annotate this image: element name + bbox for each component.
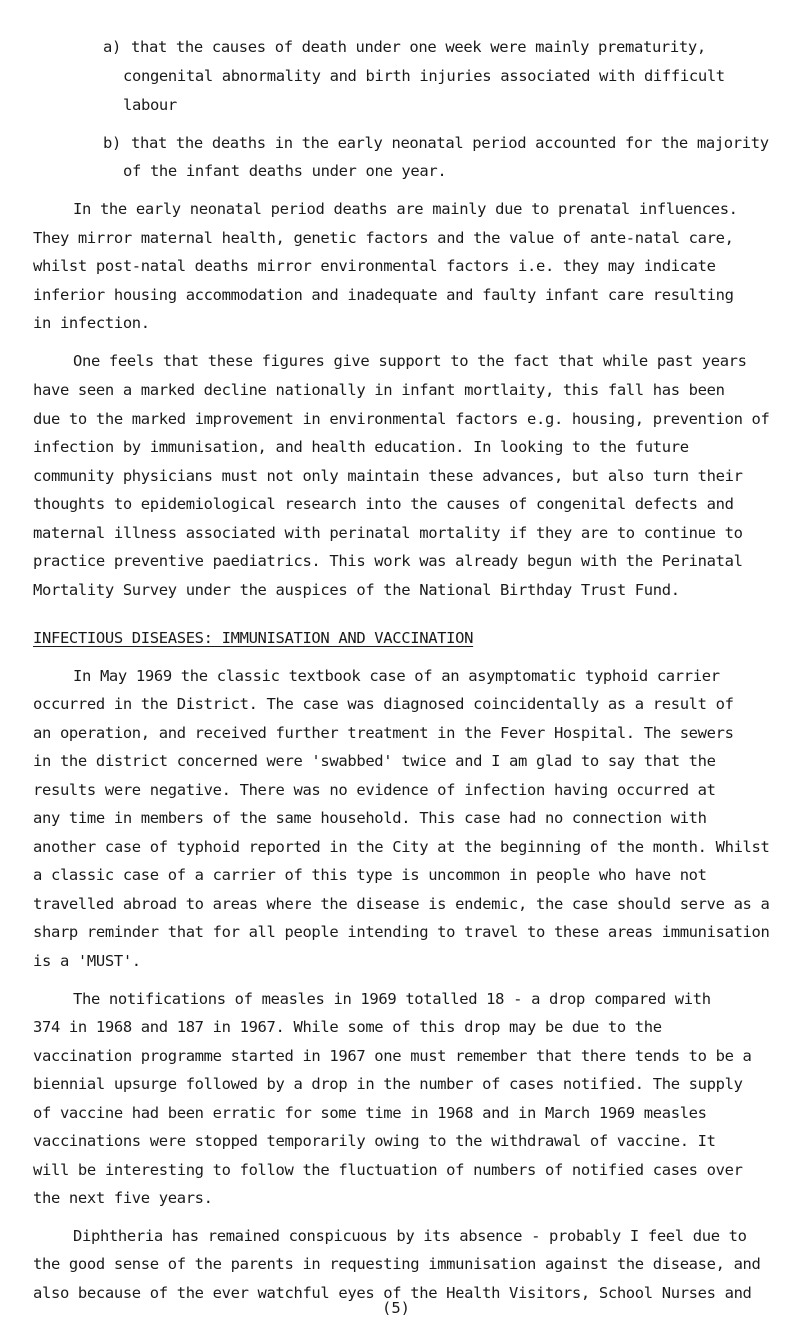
list-marker-b: b) — [103, 134, 121, 152]
list-item-a-line: that the causes of death under one week were mainly prematurity, — [131, 38, 706, 56]
paragraph-2-line: infection by immunisation, and health education. In looking to the future — [33, 438, 689, 456]
paragraph-5-line: the good sense of the parents in requesting immunisation against the disease, and — [33, 1255, 761, 1273]
paragraph-3-line: In May 1969 the classic textbook case of an asymptomatic typhoid carrier — [73, 667, 720, 685]
paragraph-4-line: will be interesting to follow the fluctuation of numbers of notified cases over — [33, 1161, 743, 1179]
list-marker-a: a) — [103, 38, 121, 56]
paragraph-2-line: maternal illness associated with perinatal mortality if they are to continue to — [33, 524, 743, 542]
paragraph-2-line: community physicians must not only maintain these advances, but also turn their — [33, 467, 743, 485]
paragraph-1-line: inferior housing accommodation and inadequate and faulty infant care resulting — [33, 286, 734, 304]
paragraph-2-line: due to the marked improvement in environmental factors e.g. housing, prevention of — [33, 410, 770, 428]
paragraph-2-line: have seen a marked decline nationally in infant mortlaity, this fall has been — [33, 381, 725, 399]
list-item-b-line: that the deaths in the early neonatal period accounted for the majority — [131, 134, 769, 152]
paragraph-2-line: practice preventive paediatrics. This work was already begun with the Perinatal — [33, 552, 743, 570]
paragraph-3-line: results were negative. There was no evidence of infection having occurred at — [33, 781, 716, 799]
paragraph-5-line: Diphtheria has remained conspicuous by its absence - probably I feel due to — [73, 1227, 747, 1245]
paragraph-1-line: whilst post-natal deaths mirror environmental factors i.e. they may indicate — [33, 257, 716, 275]
paragraph-1-line: They mirror maternal health, genetic factors and the value of ante-natal care, — [33, 229, 734, 247]
paragraph-3-line: in the district concerned were 'swabbed' twice and I am glad to say that the — [33, 752, 716, 770]
paragraph-3-line: occurred in the District. The case was diagnosed coincidentally as a result of — [33, 695, 734, 713]
paragraph-3-line: another case of typhoid reported in the City at the beginning of the month. Whilst — [33, 838, 770, 856]
list-item-a-line: congenital abnormality and birth injuries associated with difficult — [123, 67, 725, 85]
paragraph-3-line: a classic case of a carrier of this type is uncommon in people who have not — [33, 866, 707, 884]
list-item-b-line: of the infant deaths under one year. — [123, 162, 447, 180]
paragraph-3-line: is a 'MUST'. — [33, 952, 141, 970]
paragraph-4-line: of vaccine had been erratic for some time in 1968 and in March 1969 measles — [33, 1104, 707, 1122]
paragraph-4-line: 374 in 1968 and 187 in 1967. While some of this drop may be due to the — [33, 1018, 662, 1036]
paragraph-5-line: also because of the ever watchful eyes of the Health Visitors, School Nurses and — [33, 1284, 752, 1302]
paragraph-3-line: sharp reminder that for all people intending to travel to these areas immunisation — [33, 923, 770, 941]
paragraph-2-line: Mortality Survey under the auspices of the National Birthday Trust Fund. — [33, 581, 680, 599]
paragraph-2-line: One feels that these figures give support to the fact that while past years — [73, 352, 747, 370]
paragraph-1-line: In the early neonatal period deaths are mainly due to prenatal influences. — [73, 200, 738, 218]
paragraph-3-line: an operation, and received further treatment in the Fever Hospital. The sewers — [33, 724, 734, 742]
paragraph-2-line: thoughts to epidemiological research into the causes of congenital defects and — [33, 495, 734, 513]
page-number: (5) — [382, 1299, 410, 1317]
paragraph-4-line: biennial upsurge followed by a drop in the number of cases notified. The supply — [33, 1075, 743, 1093]
paragraph-1-line: in infection. — [33, 314, 150, 332]
paragraph-3-line: travelled abroad to areas where the disease is endemic, the case should serve as a — [33, 895, 770, 913]
paragraph-4-line: the next five years. — [33, 1189, 213, 1207]
paragraph-4-line: vaccinations were stopped temporarily owing to the withdrawal of vaccine. It — [33, 1132, 716, 1150]
list-item-a-line: labour — [123, 96, 177, 114]
paragraph-4-line: The notifications of measles in 1969 totalled 18 - a drop compared with — [73, 990, 711, 1008]
paragraph-3-line: any time in members of the same household. This case had no connection with — [33, 809, 707, 827]
section-heading: INFECTIOUS DISEASES: IMMUNISATION AND VACCINATION — [33, 629, 474, 647]
paragraph-4-line: vaccination programme started in 1967 one must remember that there tends to be a — [33, 1047, 752, 1065]
